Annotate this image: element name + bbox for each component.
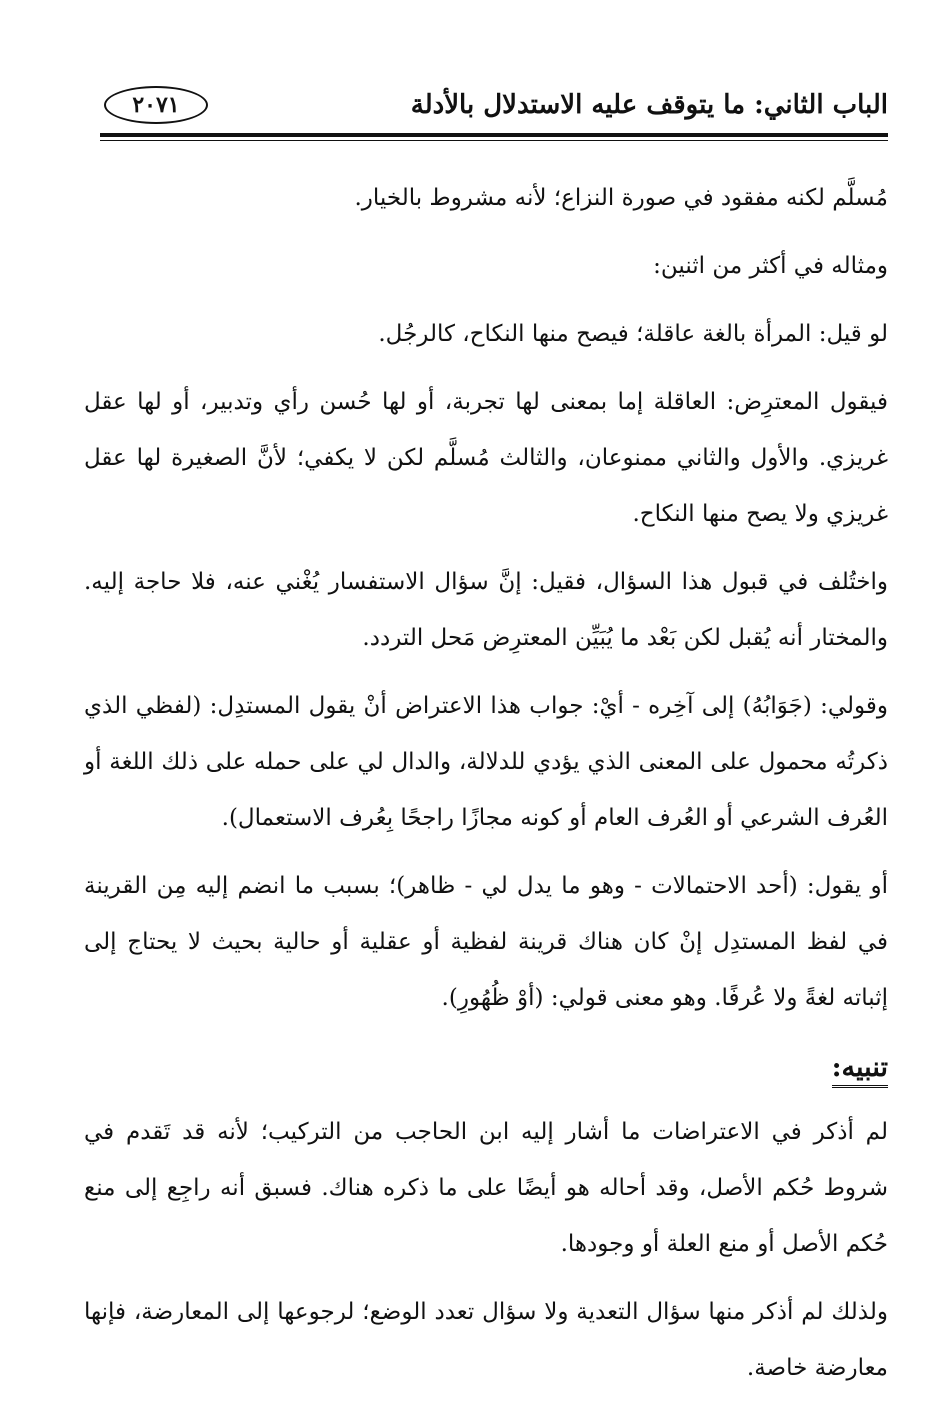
paragraph-6: وقولي: (جَوَابُهُ) إلى آخِره - أيْ: جواب هذا الاعتراض أنْ يقول المستدِل: (لفظي الذي ذكرتُه محمول على المعنى الذي يؤدي للدلالة، والدال لي على حمله على ذلك اللغة أو العُرف الشرعي أو العُرف العام أو كونه مجازًا راجحًا بِعُرف الاستعمال).: [84, 693, 888, 831]
running-header: [100, 86, 888, 130]
paragraph-5: واختُلف في قبول هذا السؤال، فقيل: إنَّ سؤال الاستفسار يُغْني عنه، فلا حاجة إليه. والمختار أنه يُقبل لكن بَعْد ما يُبَيِّن المعترِض مَحل التردد.: [84, 569, 888, 651]
chapter-title: الباب الثاني: ما يتوقف عليه الاستدلال بالأدلة: [410, 90, 888, 120]
header-rule-thick: [100, 133, 888, 137]
paragraph-1: مُسلَّم لكنه مفقود في صورة النزاع؛ لأنه مشروط بالخيار.: [354, 185, 888, 211]
header-rule-thin: [100, 140, 888, 141]
notice-paragraph-2: ولذلك لم أذكر منها سؤال التعدية ولا سؤال تعدد الوضع؛ لرجوعها إلى المعارضة، فإنها معارضة خاصة.: [84, 1299, 888, 1381]
notice-heading-block: [84, 1040, 888, 1096]
paragraph-4: فيقول المعترِض: العاقلة إما بمعنى لها تجربة، أو لها حُسن رأي وتدبير، أو لها عقل غريزي. والأول والثاني ممنوعان، والثالث مُسلَّم لكن لا يكفي؛ لأنَّ الصغيرة لها عقل غريزي ولا يصح منها النكاح.: [84, 389, 888, 527]
notice-paragraph-1: لم أذكر في الاعتراضات ما أشار إليه ابن الحاجب من التركيب؛ لأنه قد تَقدم في شروط حُكم الأصل، وقد أحاله هو أيضًا على ما ذكره هناك. فسبق أنه راجِع إلى منع حُكم الأصل أو منع العلة أو وجودها.: [84, 1119, 888, 1257]
paragraph-7: أو يقول: (أحد الاحتمالات - وهو ما يدل لي - ظاهر)؛ بسبب ما انضم إليه مِن القرينة في لفظ المستدِل إنْ كان هناك قرينة لفظية أو عقلية أو حالية بحيث لا يحتاج إلى إثباته لغةً ولا عُرفًا. وهو معنى قولي: (أوْ ظُهُورِ).: [84, 873, 888, 1011]
page-body: [84, 170, 888, 1408]
paragraph-2: ومثاله في أكثر من اثنين:: [653, 253, 888, 279]
page-number: ٢٠٧١: [104, 86, 208, 124]
paragraph-3: لو قيل: المرأة بالغة عاقلة؛ فيصح منها النكاح، كالرجُل.: [378, 321, 888, 347]
notice-heading: تنبيه:: [832, 1052, 888, 1088]
